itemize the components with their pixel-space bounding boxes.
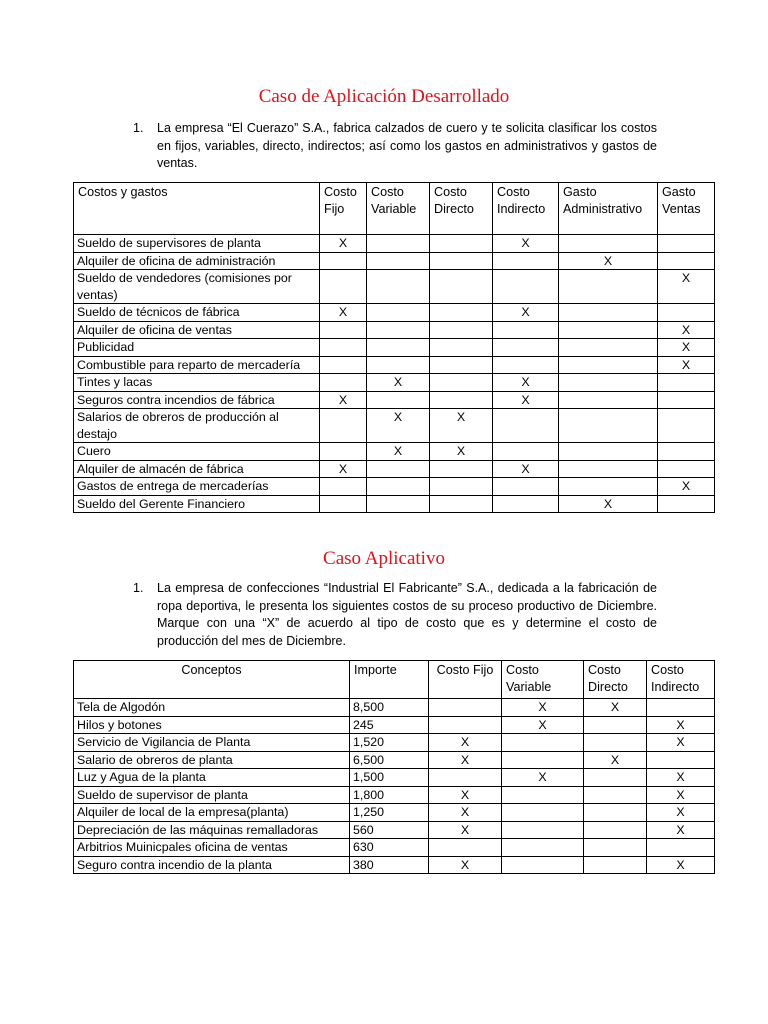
- mark-cell: [493, 356, 559, 374]
- mark-cell: [502, 821, 584, 839]
- table-header-row: [74, 661, 715, 699]
- row-label: Combustible para reparto de mercadería: [74, 356, 320, 374]
- mark-cell: [429, 769, 502, 787]
- mark-cell: [430, 252, 493, 270]
- mark-cell: [430, 339, 493, 357]
- mark-cell: [367, 356, 430, 374]
- mark-cell: [320, 478, 367, 496]
- amount-cell: 245: [350, 716, 429, 734]
- header-gasto-ventas: Gasto Ventas: [658, 183, 715, 235]
- table-row: [74, 321, 715, 339]
- header-costo-variable: Costo Variable: [502, 661, 584, 699]
- header-costo-directo: Costo Directo: [584, 661, 647, 699]
- row-label: Salario de obreros de planta: [74, 751, 350, 769]
- mark-cell: X: [658, 478, 715, 496]
- mark-cell: [658, 252, 715, 270]
- table-row: [74, 304, 715, 322]
- amount-cell: 1,250: [350, 804, 429, 822]
- mark-cell: [367, 478, 430, 496]
- mark-cell: X: [320, 235, 367, 253]
- mark-cell: [584, 821, 647, 839]
- table-row: [74, 443, 715, 461]
- table-row: [74, 856, 715, 874]
- mark-cell: [502, 856, 584, 874]
- mark-cell: [493, 495, 559, 513]
- mark-cell: [320, 252, 367, 270]
- table-row: [74, 391, 715, 409]
- header-costo-fijo: Costo Fijo: [429, 661, 502, 699]
- mark-cell: [493, 443, 559, 461]
- row-label: Salarios de obreros de producción al destajo: [74, 409, 320, 443]
- mark-cell: [647, 699, 715, 717]
- row-label: Luz y Agua de la planta: [74, 769, 350, 787]
- mark-cell: [559, 321, 658, 339]
- mark-cell: [658, 443, 715, 461]
- mark-cell: [559, 270, 658, 304]
- header-importe: Importe: [350, 661, 429, 699]
- mark-cell: X: [647, 804, 715, 822]
- row-label: Alquiler de oficina de administración: [74, 252, 320, 270]
- mark-cell: [493, 409, 559, 443]
- row-label: Sueldo de supervisores de planta: [74, 235, 320, 253]
- mark-cell: [658, 409, 715, 443]
- table-row: [74, 235, 715, 253]
- mark-cell: [430, 391, 493, 409]
- row-label: Sueldo de supervisor de planta: [74, 786, 350, 804]
- mark-cell: X: [493, 374, 559, 392]
- mark-cell: [320, 339, 367, 357]
- header-costo-fijo: Costo Fijo: [320, 183, 367, 235]
- mark-cell: [367, 460, 430, 478]
- mark-cell: [367, 304, 430, 322]
- mark-cell: [584, 769, 647, 787]
- mark-cell: [658, 460, 715, 478]
- mark-cell: X: [430, 409, 493, 443]
- table-row: [74, 478, 715, 496]
- row-label: Gastos de entrega de mercaderías: [74, 478, 320, 496]
- mark-cell: [584, 716, 647, 734]
- mark-cell: [658, 235, 715, 253]
- mark-cell: [320, 270, 367, 304]
- mark-cell: X: [493, 460, 559, 478]
- mark-cell: [559, 374, 658, 392]
- row-label: Tintes y lacas: [74, 374, 320, 392]
- amount-cell: 1,520: [350, 734, 429, 752]
- header-costo-indirecto: Costo Indirecto: [647, 661, 715, 699]
- section2-title: Caso Aplicativo: [323, 548, 445, 569]
- mark-cell: X: [320, 391, 367, 409]
- mark-cell: [430, 304, 493, 322]
- section1-text: La empresa “El Cuerazo” S.A., fabrica calzados de cuero y te solicita clasificar los costos en fijos, variables, directo, indirectos; así como los gastos en administrativos y gastos de ventas.: [157, 121, 657, 170]
- table-row: [74, 374, 715, 392]
- mark-cell: X: [429, 804, 502, 822]
- mark-cell: [559, 460, 658, 478]
- table-header-row: [74, 183, 715, 235]
- mark-cell: X: [658, 339, 715, 357]
- header-conceptos: Conceptos: [74, 661, 350, 699]
- row-label: Sueldo de vendedores (comisiones por ventas): [74, 270, 320, 304]
- mark-cell: [429, 839, 502, 857]
- mark-cell: X: [658, 321, 715, 339]
- mark-cell: X: [559, 252, 658, 270]
- mark-cell: [584, 839, 647, 857]
- cost-classification-table: [73, 182, 715, 513]
- mark-cell: X: [647, 786, 715, 804]
- mark-cell: X: [493, 391, 559, 409]
- mark-cell: [429, 699, 502, 717]
- mark-cell: X: [502, 699, 584, 717]
- mark-cell: X: [647, 821, 715, 839]
- table-row: [74, 751, 715, 769]
- row-label: Depreciación de las máquinas remalladoras: [74, 821, 350, 839]
- mark-cell: [658, 374, 715, 392]
- table-row: [74, 409, 715, 443]
- mark-cell: [559, 304, 658, 322]
- mark-cell: [493, 252, 559, 270]
- row-label: Arbitrios Muinicpales oficina de ventas: [74, 839, 350, 857]
- table-row: [74, 252, 715, 270]
- table-row: [74, 839, 715, 857]
- mark-cell: X: [647, 734, 715, 752]
- mark-cell: [584, 786, 647, 804]
- mark-cell: X: [367, 409, 430, 443]
- mark-cell: [430, 495, 493, 513]
- mark-cell: [430, 478, 493, 496]
- amount-cell: 560: [350, 821, 429, 839]
- mark-cell: [320, 321, 367, 339]
- mark-cell: [559, 443, 658, 461]
- mark-cell: X: [429, 821, 502, 839]
- mark-cell: X: [584, 751, 647, 769]
- table-row: [74, 821, 715, 839]
- mark-cell: X: [429, 751, 502, 769]
- mark-cell: [367, 391, 430, 409]
- mark-cell: X: [367, 374, 430, 392]
- row-label: Seguros contra incendios de fábrica: [74, 391, 320, 409]
- section2-text: La empresa de confecciones “Industrial El Fabricante” S.A., dedicada a la fabricación de ropa deportiva, le presenta los siguientes costos de su proceso productivo de Diciembre. Marque con una “X” de acuerdo al tipo de costo que es y determine el costo de producción del mes de Diciembre.: [157, 581, 657, 648]
- table-row: [74, 734, 715, 752]
- mark-cell: X: [658, 356, 715, 374]
- row-label: Sueldo de técnicos de fábrica: [74, 304, 320, 322]
- table-row: [74, 699, 715, 717]
- table-row: [74, 716, 715, 734]
- mark-cell: [493, 339, 559, 357]
- mark-cell: [367, 339, 430, 357]
- table-row: [74, 804, 715, 822]
- row-label: Sueldo del Gerente Financiero: [74, 495, 320, 513]
- amount-cell: 6,500: [350, 751, 429, 769]
- table-row: [74, 495, 715, 513]
- amount-cell: 380: [350, 856, 429, 874]
- row-label: Tela de Algodón: [74, 699, 350, 717]
- row-label: Alquiler de local de la empresa(planta): [74, 804, 350, 822]
- mark-cell: [493, 478, 559, 496]
- mark-cell: [493, 321, 559, 339]
- mark-cell: X: [647, 716, 715, 734]
- row-label: Cuero: [74, 443, 320, 461]
- section2-number: 1.: [133, 581, 144, 595]
- mark-cell: [430, 270, 493, 304]
- row-label: Seguro contra incendio de la planta: [74, 856, 350, 874]
- mark-cell: [559, 391, 658, 409]
- mark-cell: X: [584, 699, 647, 717]
- mark-cell: X: [493, 235, 559, 253]
- mark-cell: [430, 235, 493, 253]
- mark-cell: [658, 304, 715, 322]
- table-row: [74, 270, 715, 304]
- mark-cell: [430, 374, 493, 392]
- mark-cell: X: [647, 856, 715, 874]
- mark-cell: [430, 460, 493, 478]
- table-row: [74, 356, 715, 374]
- mark-cell: [559, 409, 658, 443]
- mark-cell: [584, 734, 647, 752]
- mark-cell: X: [493, 304, 559, 322]
- mark-cell: [658, 391, 715, 409]
- mark-cell: [647, 751, 715, 769]
- section2-intro: [133, 580, 657, 650]
- mark-cell: [429, 716, 502, 734]
- mark-cell: [367, 235, 430, 253]
- row-label: Publicidad: [74, 339, 320, 357]
- row-label: Alquiler de oficina de ventas: [74, 321, 320, 339]
- table-row: [74, 339, 715, 357]
- table-row: [74, 460, 715, 478]
- mark-cell: X: [502, 769, 584, 787]
- header-costo-directo: Costo Directo: [430, 183, 493, 235]
- header-costo-variable: Costo Variable: [367, 183, 430, 235]
- table-row: [74, 786, 715, 804]
- mark-cell: [502, 751, 584, 769]
- header-costos-y-gastos: Costos y gastos: [74, 183, 320, 235]
- mark-cell: [367, 321, 430, 339]
- mark-cell: X: [647, 769, 715, 787]
- mark-cell: [584, 804, 647, 822]
- mark-cell: [502, 839, 584, 857]
- row-label: Alquiler de almacén de fábrica: [74, 460, 320, 478]
- mark-cell: X: [320, 304, 367, 322]
- mark-cell: [502, 786, 584, 804]
- section1-number: 1.: [133, 121, 144, 135]
- production-cost-table: [73, 660, 715, 874]
- mark-cell: [367, 495, 430, 513]
- mark-cell: X: [502, 716, 584, 734]
- header-costo-indirecto: Costo Indirecto: [493, 183, 559, 235]
- mark-cell: [559, 235, 658, 253]
- mark-cell: [430, 321, 493, 339]
- mark-cell: X: [429, 856, 502, 874]
- mark-cell: [320, 374, 367, 392]
- amount-cell: 1,500: [350, 769, 429, 787]
- mark-cell: [320, 356, 367, 374]
- section1-intro: [133, 120, 657, 173]
- mark-cell: [584, 856, 647, 874]
- mark-cell: [367, 252, 430, 270]
- amount-cell: 8,500: [350, 699, 429, 717]
- amount-cell: 630: [350, 839, 429, 857]
- mark-cell: [502, 734, 584, 752]
- row-label: Servicio de Vigilancia de Planta: [74, 734, 350, 752]
- mark-cell: [320, 443, 367, 461]
- mark-cell: [658, 495, 715, 513]
- mark-cell: [320, 409, 367, 443]
- mark-cell: X: [367, 443, 430, 461]
- mark-cell: X: [320, 460, 367, 478]
- mark-cell: [647, 839, 715, 857]
- mark-cell: X: [430, 443, 493, 461]
- amount-cell: 1,800: [350, 786, 429, 804]
- mark-cell: [367, 270, 430, 304]
- mark-cell: [430, 356, 493, 374]
- mark-cell: [502, 804, 584, 822]
- mark-cell: X: [429, 734, 502, 752]
- mark-cell: X: [429, 786, 502, 804]
- mark-cell: [559, 339, 658, 357]
- header-gasto-administrativo: Gasto Administrativo: [559, 183, 658, 235]
- mark-cell: X: [658, 270, 715, 304]
- table-row: [74, 769, 715, 787]
- mark-cell: X: [559, 495, 658, 513]
- mark-cell: [320, 495, 367, 513]
- mark-cell: [559, 478, 658, 496]
- section1-title: Caso de Aplicación Desarrollado: [258, 86, 510, 107]
- mark-cell: [559, 356, 658, 374]
- mark-cell: [493, 270, 559, 304]
- row-label: Hilos y botones: [74, 716, 350, 734]
